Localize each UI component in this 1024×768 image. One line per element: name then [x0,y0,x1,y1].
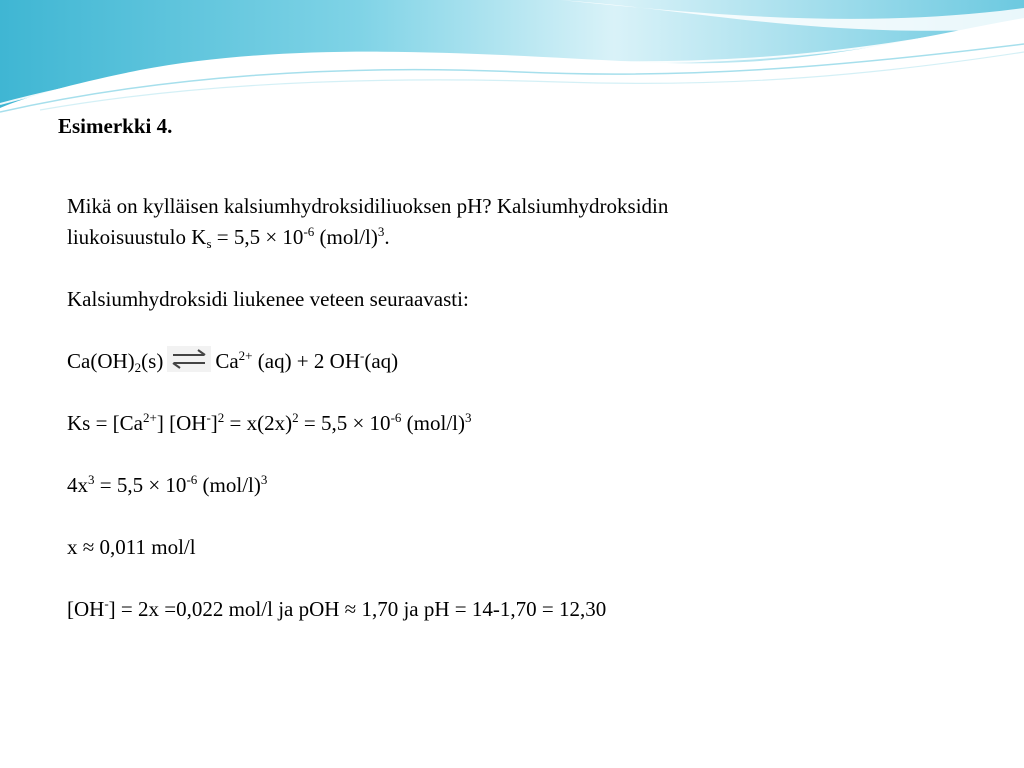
question-line-1: Mikä on kylläisen kalsiumhydroksidiliuoksen pH? Kalsiumhydroksidin [67,194,669,218]
reactant-formula: Ca(OH) [67,349,135,373]
eq4x-part-1: 4x [67,473,88,497]
ks-expression [67,408,668,439]
ks-sup-5: -6 [390,410,402,425]
slide-heading: Esimerkki 4. [58,114,173,138]
ks-subscript: s [206,236,212,251]
slide-body [67,191,668,625]
question-line-2 [67,222,668,253]
question-value: = 5,5 × 10 [211,225,304,249]
calcium-charge: 2+ [238,348,253,363]
oh-sup-1: - [104,596,109,611]
wave-band-main [0,0,1024,108]
question-unit: (mol/l) [314,225,378,249]
ks-sup-4: 2 [292,410,299,425]
oh-part-1: [OH [67,597,105,621]
eq4x-part-2: = 5,5 × 10 [94,473,187,497]
intro-line: Kalsiumhydroksidi liukenee veteen seuraavasti: [67,287,469,311]
question-unit-exponent: 3 [377,224,385,239]
question-end: . [384,225,390,249]
eq4x-part-3: (mol/l) [197,473,261,497]
equation-4x [67,470,668,501]
ks-sup-2: - [206,410,211,425]
reactant-state: (s) [141,349,164,373]
eq4x-sup-3: 3 [260,472,268,487]
equilibrium-arrows-icon [167,346,211,372]
reactant-subscript: 2 [134,360,142,375]
ks-sup-1: 2+ [143,410,157,425]
ks-part-2: ] [OH [156,411,207,435]
hydroxide-charge: - [359,348,365,363]
ks-sup-6: 3 [464,410,472,425]
ks-part-1: Ks = [Ca [67,411,144,435]
question-exponent: -6 [303,224,315,239]
header-wave-decoration [0,0,1024,120]
x-result: x ≈ 0,011 mol/l [67,535,196,559]
oh-ph-result [67,594,668,625]
ks-sup-3: 2 [217,410,225,425]
reaction-equation [67,346,668,377]
oh-part-2: ] = 2x =0,022 mol/l ja pOH ≈ 1,70 ja pH = 14-1,70 = 12,30 [108,597,607,621]
hydroxide-state: (aq) [364,349,399,373]
eq4x-sup-2: -6 [186,472,198,487]
ks-part-4: = x(2x) [224,411,293,435]
product-calcium: Ca [215,349,239,373]
product-hydroxide: (aq) + 2 OH [252,349,360,373]
ks-part-5: = 5,5 × 10 [298,411,391,435]
question-prefix: liukoisuustulo K [67,225,207,249]
ks-part-6: (mol/l) [401,411,465,435]
eq4x-sup-1: 3 [88,472,95,487]
ks-part-3: ] [210,411,218,435]
